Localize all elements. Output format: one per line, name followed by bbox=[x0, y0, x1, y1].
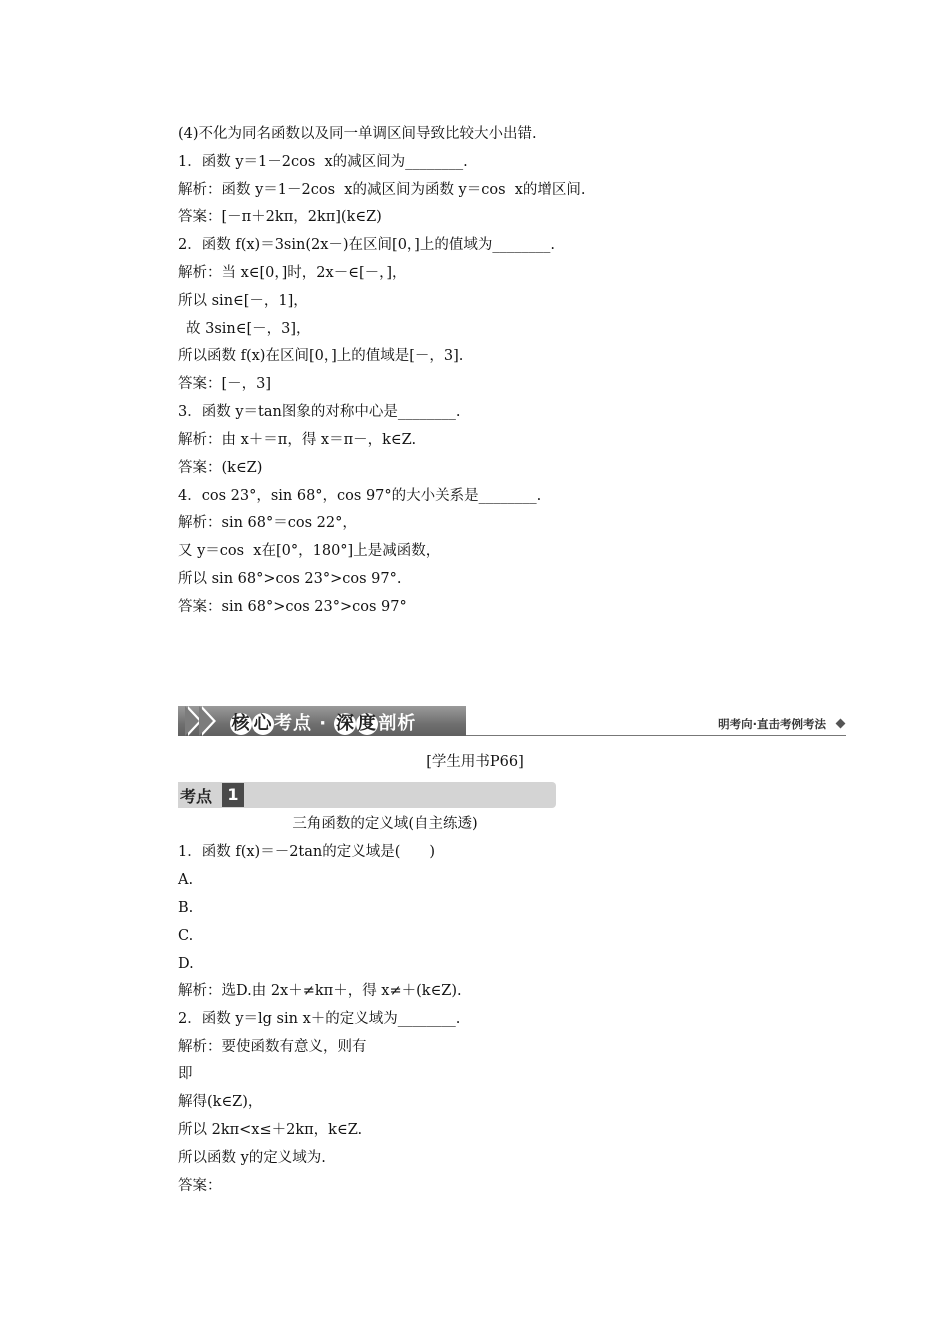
banner-title-char: 核 bbox=[231, 713, 251, 734]
option-line: B. bbox=[178, 900, 194, 916]
text-line: 故 3sin∈[－，3]， bbox=[186, 321, 311, 337]
text-line: 解得(k∈Z)， bbox=[178, 1094, 263, 1110]
text-line: 答案： bbox=[178, 1178, 222, 1194]
banner-title-char: 心 bbox=[253, 713, 273, 734]
banner-title-text: 剖析 bbox=[378, 713, 417, 734]
banner-subtitle: 明考向·直击考例考法 bbox=[718, 717, 826, 731]
text-line: 解析：选D.由 2x＋≠kπ＋，得 x≠＋(k∈Z). bbox=[178, 983, 462, 999]
text-line: 1．函数 f(x)＝－2tan的定义域是( ) bbox=[178, 844, 436, 860]
text-line: 2．函数 f(x)＝3sin(2x－)在区间[0，]上的值域为________. bbox=[178, 237, 555, 253]
section-title: 三角函数的定义域(自主练透) bbox=[292, 816, 478, 832]
text-line: 2．函数 y＝lg sin x＋的定义域为________. bbox=[178, 1011, 461, 1027]
banner-title bbox=[230, 709, 416, 735]
text-line: 解析：当 x∈[0，]时，2x－∈[－，]， bbox=[178, 265, 407, 281]
text-line: (4)不化为同名函数以及同一单调区间导致比较大小出错. bbox=[178, 126, 537, 142]
text-line: 所以函数 f(x)在区间[0，]上的值域是[－，3]. bbox=[178, 348, 464, 364]
text-line: 所以 sin∈[－，1]， bbox=[178, 293, 308, 309]
banner-title-char: 度 bbox=[357, 713, 377, 734]
text-line: 答案：(k∈Z) bbox=[178, 460, 263, 476]
text-line: 又 y＝cos x在[0°，180°]上是减函数， bbox=[178, 543, 441, 559]
text-line: 所以 sin 68°>cos 23°>cos 97°. bbox=[178, 571, 402, 587]
kaodian-header bbox=[178, 782, 556, 808]
text-line: 解析：函数 y＝1－2cos x的减区间为函数 y＝cos x的增区间. bbox=[178, 182, 586, 198]
option-line: A. bbox=[178, 872, 194, 888]
text-line: 答案：[－，3] bbox=[178, 376, 272, 392]
text-line: 1．函数 y＝1－2cos x的减区间为________. bbox=[178, 154, 468, 170]
text-line: 即 bbox=[178, 1066, 193, 1082]
text-line: 答案：sin 68°>cos 23°>cos 97° bbox=[178, 599, 407, 615]
kaodian-label: 考点 bbox=[180, 787, 213, 806]
text-line: 解析：sin 68°＝cos 22°， bbox=[178, 515, 357, 531]
section-banner bbox=[178, 704, 848, 738]
kaodian-number: 1 bbox=[222, 783, 244, 807]
banner-title-text: 考点 · bbox=[274, 713, 335, 734]
book-reference: [学生用书P66] bbox=[426, 754, 524, 770]
text-line: 3．函数 y＝tan图象的对称中心是________. bbox=[178, 404, 461, 420]
banner-title-char: 深 bbox=[335, 713, 355, 734]
text-line: 所以 2kπ<x≤＋2kπ，k∈Z. bbox=[178, 1122, 363, 1138]
option-line: D. bbox=[178, 956, 194, 972]
chevron-inner-shape bbox=[199, 706, 213, 736]
text-line: 答案：[－π＋2kπ，2kπ](k∈Z) bbox=[178, 209, 382, 225]
option-line: C. bbox=[178, 928, 194, 944]
chevron-inner-shape bbox=[185, 706, 199, 736]
text-line: 解析：由 x＋＝π，得 x＝π－，k∈Z. bbox=[178, 432, 417, 448]
banner-rule bbox=[466, 735, 846, 736]
diamond-icon bbox=[836, 719, 846, 729]
text-line: 解析：要使函数有意义，则有 bbox=[178, 1039, 367, 1055]
text-line: 4．cos 23°，sin 68°，cos 97°的大小关系是________. bbox=[178, 488, 542, 504]
text-line: 所以函数 y的定义域为. bbox=[178, 1150, 326, 1166]
